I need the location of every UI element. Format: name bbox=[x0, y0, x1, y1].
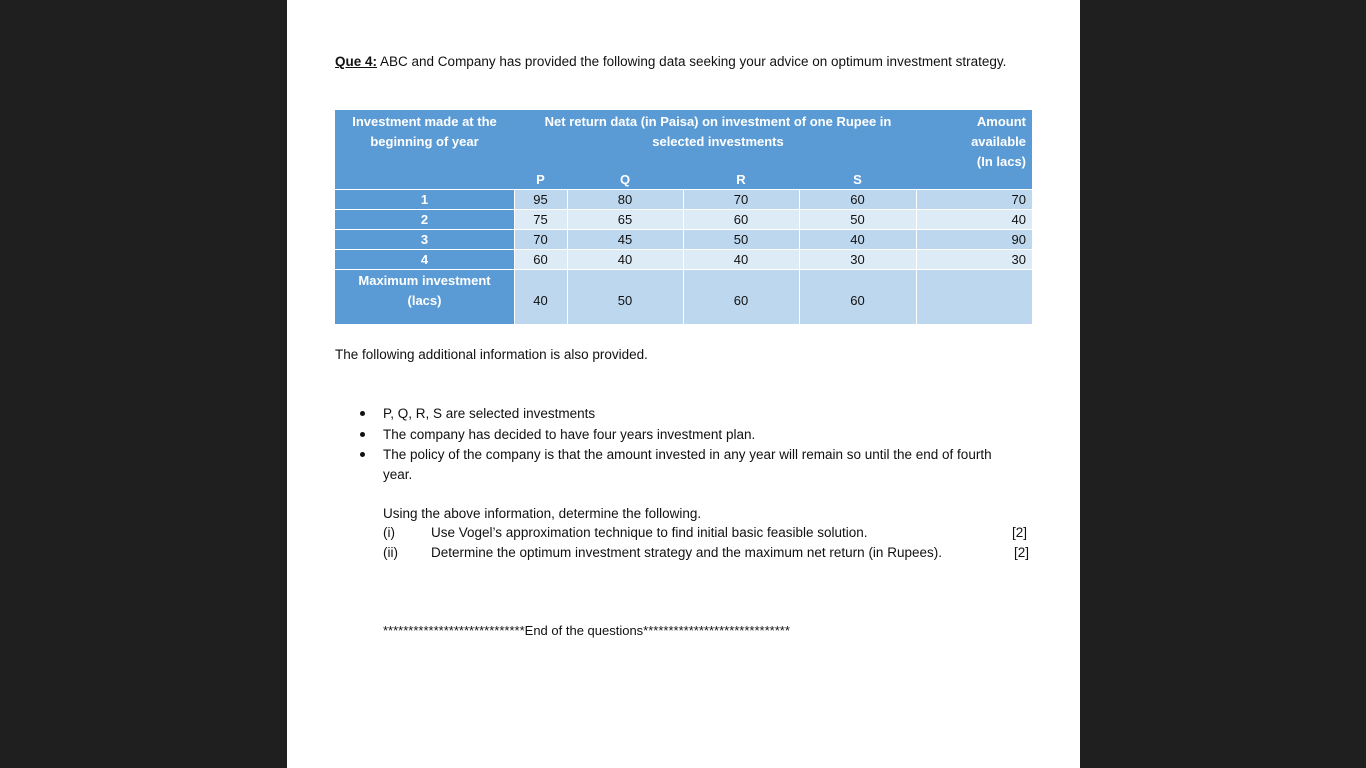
year-cell: 1 bbox=[335, 190, 514, 210]
question-text: ABC and Company has provided the following data seeking your advice on optimum investment strategy. bbox=[377, 54, 1007, 69]
max-cell: 40 bbox=[514, 270, 567, 324]
max-cell: 50 bbox=[567, 270, 683, 324]
additional-info: The following additional information is also provided. bbox=[335, 347, 648, 362]
return-cell: 60 bbox=[683, 210, 799, 230]
bullet-icon bbox=[360, 432, 365, 437]
grid-line bbox=[916, 189, 917, 324]
header-year: Investment made at the beginning of year bbox=[335, 112, 514, 152]
question-label: Que 4: bbox=[335, 54, 378, 69]
year-cell: 2 bbox=[335, 210, 514, 230]
part-marks: [2] bbox=[1014, 545, 1030, 560]
amount-cell: 30 bbox=[916, 250, 1032, 270]
return-cell: 40 bbox=[567, 250, 683, 270]
investment-table bbox=[335, 110, 1032, 324]
investment-label-p: P bbox=[514, 170, 567, 190]
return-cell: 30 bbox=[799, 250, 916, 270]
bullet-item: The company has decided to have four years investment plan. bbox=[383, 427, 756, 442]
instruction: Using the above information, determine the following. bbox=[383, 506, 702, 521]
grid-line bbox=[683, 189, 684, 324]
amount-cell: 70 bbox=[916, 190, 1032, 210]
max-cell-empty bbox=[916, 270, 1032, 324]
max-cell: 60 bbox=[799, 270, 916, 324]
return-cell: 70 bbox=[514, 230, 567, 250]
investment-label-s: S bbox=[799, 170, 916, 190]
year-cell: 3 bbox=[335, 230, 514, 250]
header-return: Net return data (in Paisa) on investment of one Rupee in selected investments bbox=[521, 112, 915, 152]
return-cell: 95 bbox=[514, 190, 567, 210]
return-cell: 60 bbox=[799, 190, 916, 210]
grid-line bbox=[567, 189, 568, 324]
return-cell: 70 bbox=[683, 190, 799, 210]
return-cell: 45 bbox=[567, 230, 683, 250]
year-cell: 4 bbox=[335, 250, 514, 270]
return-cell: 40 bbox=[683, 250, 799, 270]
bullet-item: The policy of the company is that the amount invested in any year will remain so until the end of fourth year. bbox=[383, 447, 992, 482]
end-of-questions: ****************************End of the questions***************************** bbox=[383, 623, 790, 638]
return-cell: 80 bbox=[567, 190, 683, 210]
part-marks: [2] bbox=[1012, 525, 1028, 540]
bullet-item: P, Q, R, S are selected investments bbox=[383, 406, 596, 421]
return-cell: 50 bbox=[683, 230, 799, 250]
header-amount: Amount available (In lacs) bbox=[955, 112, 1032, 172]
amount-cell: 90 bbox=[916, 230, 1032, 250]
document-page bbox=[287, 0, 1080, 768]
part-text: Use Vogel’s approximation technique to find initial basic feasible solution. bbox=[431, 525, 868, 540]
return-cell: 50 bbox=[799, 210, 916, 230]
investment-label-r: R bbox=[683, 170, 799, 190]
return-cell: 75 bbox=[514, 210, 567, 230]
max-investment-label: Maximum investment (lacs) bbox=[335, 270, 514, 324]
bullet-icon bbox=[360, 411, 365, 416]
max-cell: 60 bbox=[683, 270, 799, 324]
grid-line bbox=[799, 189, 800, 324]
amount-cell: 40 bbox=[916, 210, 1032, 230]
part-text: Determine the optimum investment strategy and the maximum net return (in Rupees). bbox=[431, 545, 942, 560]
grid-line bbox=[514, 189, 515, 324]
return-cell: 40 bbox=[799, 230, 916, 250]
return-cell: 65 bbox=[567, 210, 683, 230]
bullet-icon bbox=[360, 452, 365, 457]
part-number: (i) bbox=[383, 525, 395, 540]
investment-label-q: Q bbox=[567, 170, 683, 190]
return-cell: 60 bbox=[514, 250, 567, 270]
question-title bbox=[335, 52, 1025, 72]
part-number: (ii) bbox=[383, 545, 398, 560]
